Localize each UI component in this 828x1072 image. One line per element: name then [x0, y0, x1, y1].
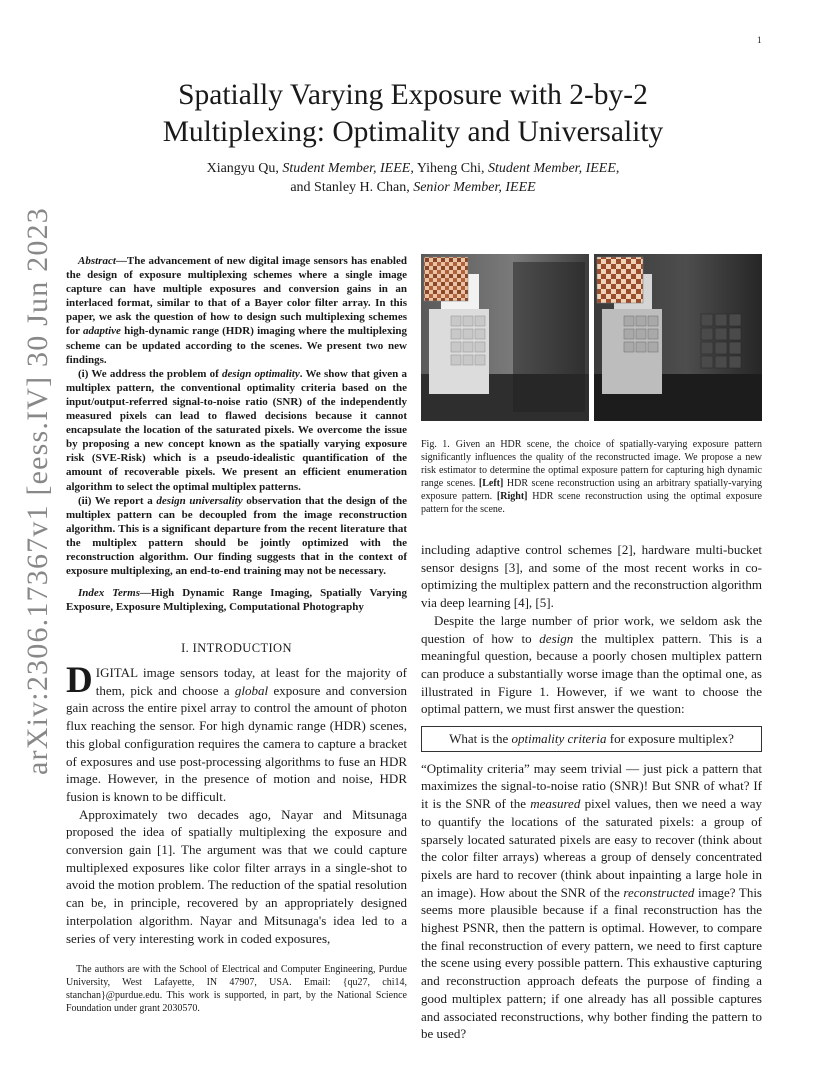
figure-panel-right — [594, 254, 762, 421]
question-box: What is the optimality criteria for exposure multiplex? — [421, 726, 762, 752]
index-terms-label: Index Terms — [78, 587, 140, 600]
introduction-body — [66, 660, 407, 947]
abstract-paragraph-1: Abstract—The advancement of new digital image sensors has enabled the design of exposure multiplexing schemes where a single image capture can have multiple exposures and conversion gains in an interlaced format, similar to that of a Bayer color filter array. In this paper, we ask the question of how to design such multiplexing schemes for adaptive high-dynamic range (HDR) imaging where the multiplexing scheme can be updated according to the scenes. We present two new findings. — [66, 255, 407, 366]
footnote: The authors are with the School of Electrical and Computer Engineering, Purdue University, West Lafayette, IN 47907, USA. Email: {qu27, chi14, stanchan}@purdue.edu. This work is supported, in part, by the National Science Foundation under grant 2030570. — [66, 964, 407, 1014]
author-qu-role: Student Member, IEEE — [282, 161, 411, 176]
abstract — [66, 254, 407, 578]
right-paragraph-3: “Optimality criteria” may seem trivial — just pick a pattern that maximizes the signal-to-noise ratio (SNR)! But SNR of what? If it is the SNR of the measured pixel values, then we need a way to quantify the locations of the saturated pixels: a group of sparsely located saturated pixels are easy to recover (think about the color filter arrays) whereas a group of densely concentrated pixels are hard to recover (think about inpainting a large hole in an image). How about the SNR of the reconstructed image? This seems more plausible because if a final reconstruction has the highest PSNR, then the pattern is optimal. However, to compare the final reconstruction of every pattern, we need to first capture the scene using every possible pattern. This exhaustive capturing and reconstruction approach defeats the purpose of finding a good multiplex pattern; if one already has all possible captures and associated reconstructions, why bother finding the pattern to be used? — [421, 760, 762, 1042]
intro-paragraph-1: DIGITAL image sensors today, at least for the majority of them, pick and choose a global exposure and conversion gain across the entire pixel array to control the amount of photon flux reaching the sensor. For high dynamic range (HDR) scenes, this global configuration requires the camera to capture a bracket of exposures and use post-processing algorithms to fuse an HDR image. However, in the presence of motion and noise, HDR fusion is known to be difficult. — [66, 660, 407, 804]
intro-paragraph-2: Approximately two decades ago, Nayar and Mitsunaga proposed the idea of spatially multiplexing the exposure and conversion gain [1]. The argument was that we could capture multiplexed exposures like color filter arrays in a single-shot to avoid the motion problem. The reduction of the spatial resolution can be, in principle, recovered by an appropriately designed interpolation algorithm. Nayar and Mitsunaga's idea led to a series of very interesting work in coded exposures, — [66, 806, 407, 946]
right-column — [421, 541, 762, 1043]
abstract-paragraph-3: (ii) We report a design universality observation that the design of the multiplex pattern can be decoupled from the image reconstruction algorithm. This is a significant departure from the recent literature that the multiplex pattern should be jointly optimized with the reconstruction algorithm. Our finding suggests that in the context of exposure multiplexing, an end-to-end training may not be necessary. — [66, 494, 408, 578]
right-paragraph-1: including adaptive control schemes [2], hardware multi-bucket sensor designs [3], and some of the most recent works in co-optimizing the multiplex pattern and the reconstruction algorithm via deep learning [4], [5]. — [421, 542, 762, 611]
figure-1-caption: Fig. 1. Given an HDR scene, the choice of spatially-varying exposure pattern significantly influences the quality of the reconstructed image. We propose a new risk estimator to determine the optimal exposure pattern for capturing high dynamic range scenes. [Left] HDR scene reconstruction using an arbitrary spatially-varying exposure pattern. [Right] HDR scene reconstruction using the optimal exposure pattern for the scene. — [421, 439, 762, 515]
author-chan: and Stanley H. Chan, — [290, 180, 410, 195]
page-number: 1 — [757, 35, 762, 45]
drop-cap: D — [66, 660, 93, 702]
section-heading-introduction: I. INTRODUCTION — [181, 641, 292, 656]
left-column — [66, 254, 407, 947]
abstract-label: Abstract — [78, 255, 116, 267]
figure-panel-left — [421, 254, 589, 421]
index-terms: Index Terms—High Dynamic Range Imaging, Spatially Varying Exposure, Exposure Multiplexing, Computational Photography — [66, 587, 407, 614]
author-chi-role: Student Member, IEEE — [487, 161, 616, 176]
author-chi: Yiheng Chi, — [416, 161, 485, 176]
author-qu: Xiangyu Qu, — [206, 161, 279, 176]
abstract-paragraph-2: (i) We address the problem of design optimality. We show that given a multiplex pattern, the conventional optimality criteria based on the input/output-referred signal-to-noise ratio (SNR) of the independently measured pixels can lead to flawed decisions because it cannot encapsulate the location of the saturated pixels. We overcome the issue by proposing a new concept known as the spatially varying exposure risk (SVE-Risk) which is a pseudo-idealistic quantification of the amount of recoverable pixels. We present an efficient enumeration algorithm to select the optimal multiplex patterns. — [66, 367, 407, 493]
author-chan-role: Senior Member, IEEE — [413, 180, 536, 195]
paper-title: Spatially Varying Exposure with 2-by-2 Multiplexing: Optimality and Universality — [162, 79, 664, 148]
author-list: Xiangyu Qu, Student Member, IEEE, Yiheng Chi, Student Member, IEEE, and Stanley H. Chan, Senior Member, IEEE — [206, 161, 620, 195]
figure-label: Fig. 1. — [421, 439, 450, 450]
right-paragraph-2: Despite the large number of prior work, we seldom ask the question of how to design the multiplex pattern. This is a meaningful question, because a poorly chosen multiplex pattern can produce a substantially worse image than the optimal one, as illustrated in Figure 1. However, if we want to choose the optimal pattern, we must first answer the question: — [421, 612, 762, 717]
arxiv-identifier: arXiv:2306.17367v1 [eess.IV] 30 Jun 2023 — [21, 207, 54, 775]
figure-1 — [421, 254, 762, 421]
